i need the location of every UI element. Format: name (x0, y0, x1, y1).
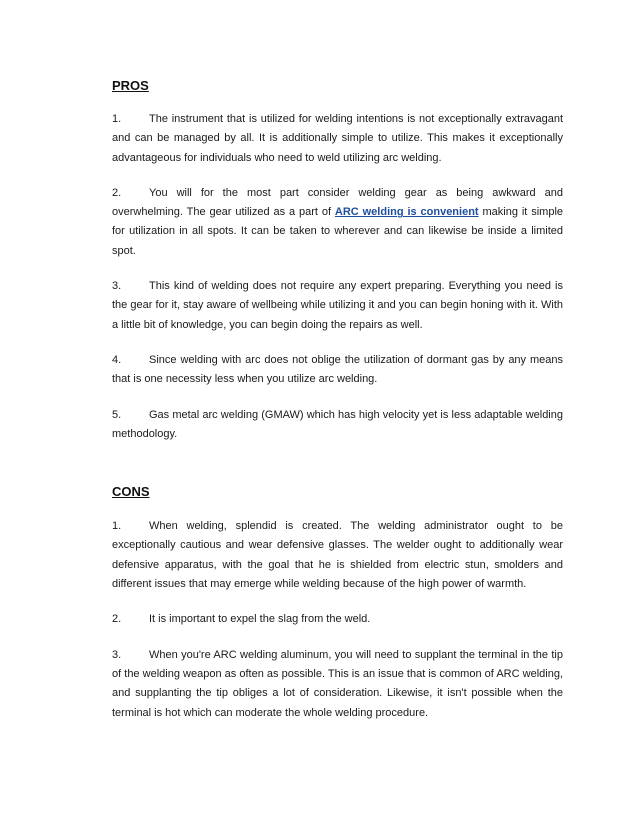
pros-item-5 (112, 406, 563, 445)
document-content (112, 78, 563, 739)
pros-heading: PROS (112, 78, 149, 93)
pros-item-5-number: 5. (112, 408, 122, 421)
pros-item-4-text: Since welding with arc does not oblige the utilization of dormant gas by any means that is one necessity less when you utilize arc welding. (112, 353, 563, 386)
pros-item-1-text: The instrument that is utilized for welding intentions is not exceptionally extravagant and can be managed by all. It is additionally simple to utilize. This makes it exceptionally advantageous for individuals who need to weld utilizing arc welding. (112, 113, 563, 164)
pros-item-2-number: 2. (112, 186, 122, 199)
arc-welding-link[interactable]: ARC welding is convenient (334, 206, 479, 219)
cons-item-3-number: 3. (112, 648, 122, 661)
pros-item-5-text: Gas metal arc welding (GMAW) which has high velocity yet is less adaptable welding methodology. (112, 408, 563, 440)
cons-item-1-text: When welding, splendid is created. The welding administrator ought to be exceptionally cautious and wear defensive glasses. The welder ought to additionally wear defensive apparatus, with the goal that he is shielded from electric stun, smolders and different issues that may emerge while welding because of the high power of warmth. (112, 520, 563, 591)
pros-item-3-number: 3. (112, 280, 122, 293)
cons-item-3-text: When you're ARC welding aluminum, you will need to supplant the terminal in the tip of the welding weapon as often as possible. This is an issue that is common of ARC welding, and supplanting the tip obliges a lot of consideration. Likewise, it isn't possible when the terminal is hot which can moderate the whole welding procedure. (112, 648, 563, 719)
pros-item-2 (112, 184, 563, 261)
pros-item-1-number: 1. (112, 113, 122, 125)
pros-item-3 (112, 277, 563, 335)
pros-item-4-number: 4. (112, 353, 122, 366)
pros-item-4 (112, 351, 563, 390)
cons-item-3 (112, 646, 563, 723)
cons-item-1 (112, 517, 563, 594)
cons-item-1-number: 1. (112, 520, 122, 533)
pros-item-1 (112, 110, 563, 168)
cons-item-2-number: 2. (112, 613, 122, 626)
pros-item-2-text-after: making it simple for utilization in all spots. It can be taken to wherever and can likewise be inside a limited spot. (112, 206, 564, 257)
cons-item-2 (112, 610, 563, 629)
pros-item-3-text: This kind of welding does not require any expert preparing. Everything you need is the gear for it, stay aware of wellbeing while utilizing it and you can begin honing with it. With a little bit of knowledge, you can begin doing the repairs as well. (112, 280, 563, 331)
pros-item-2-text-before: You will for the most part consider welding gear as being awkward and overwhelming. The gear utilized as a part of (112, 186, 563, 219)
cons-item-2-text: It is important to expel the slag from the weld. (149, 613, 371, 626)
cons-heading: CONS (112, 484, 150, 500)
